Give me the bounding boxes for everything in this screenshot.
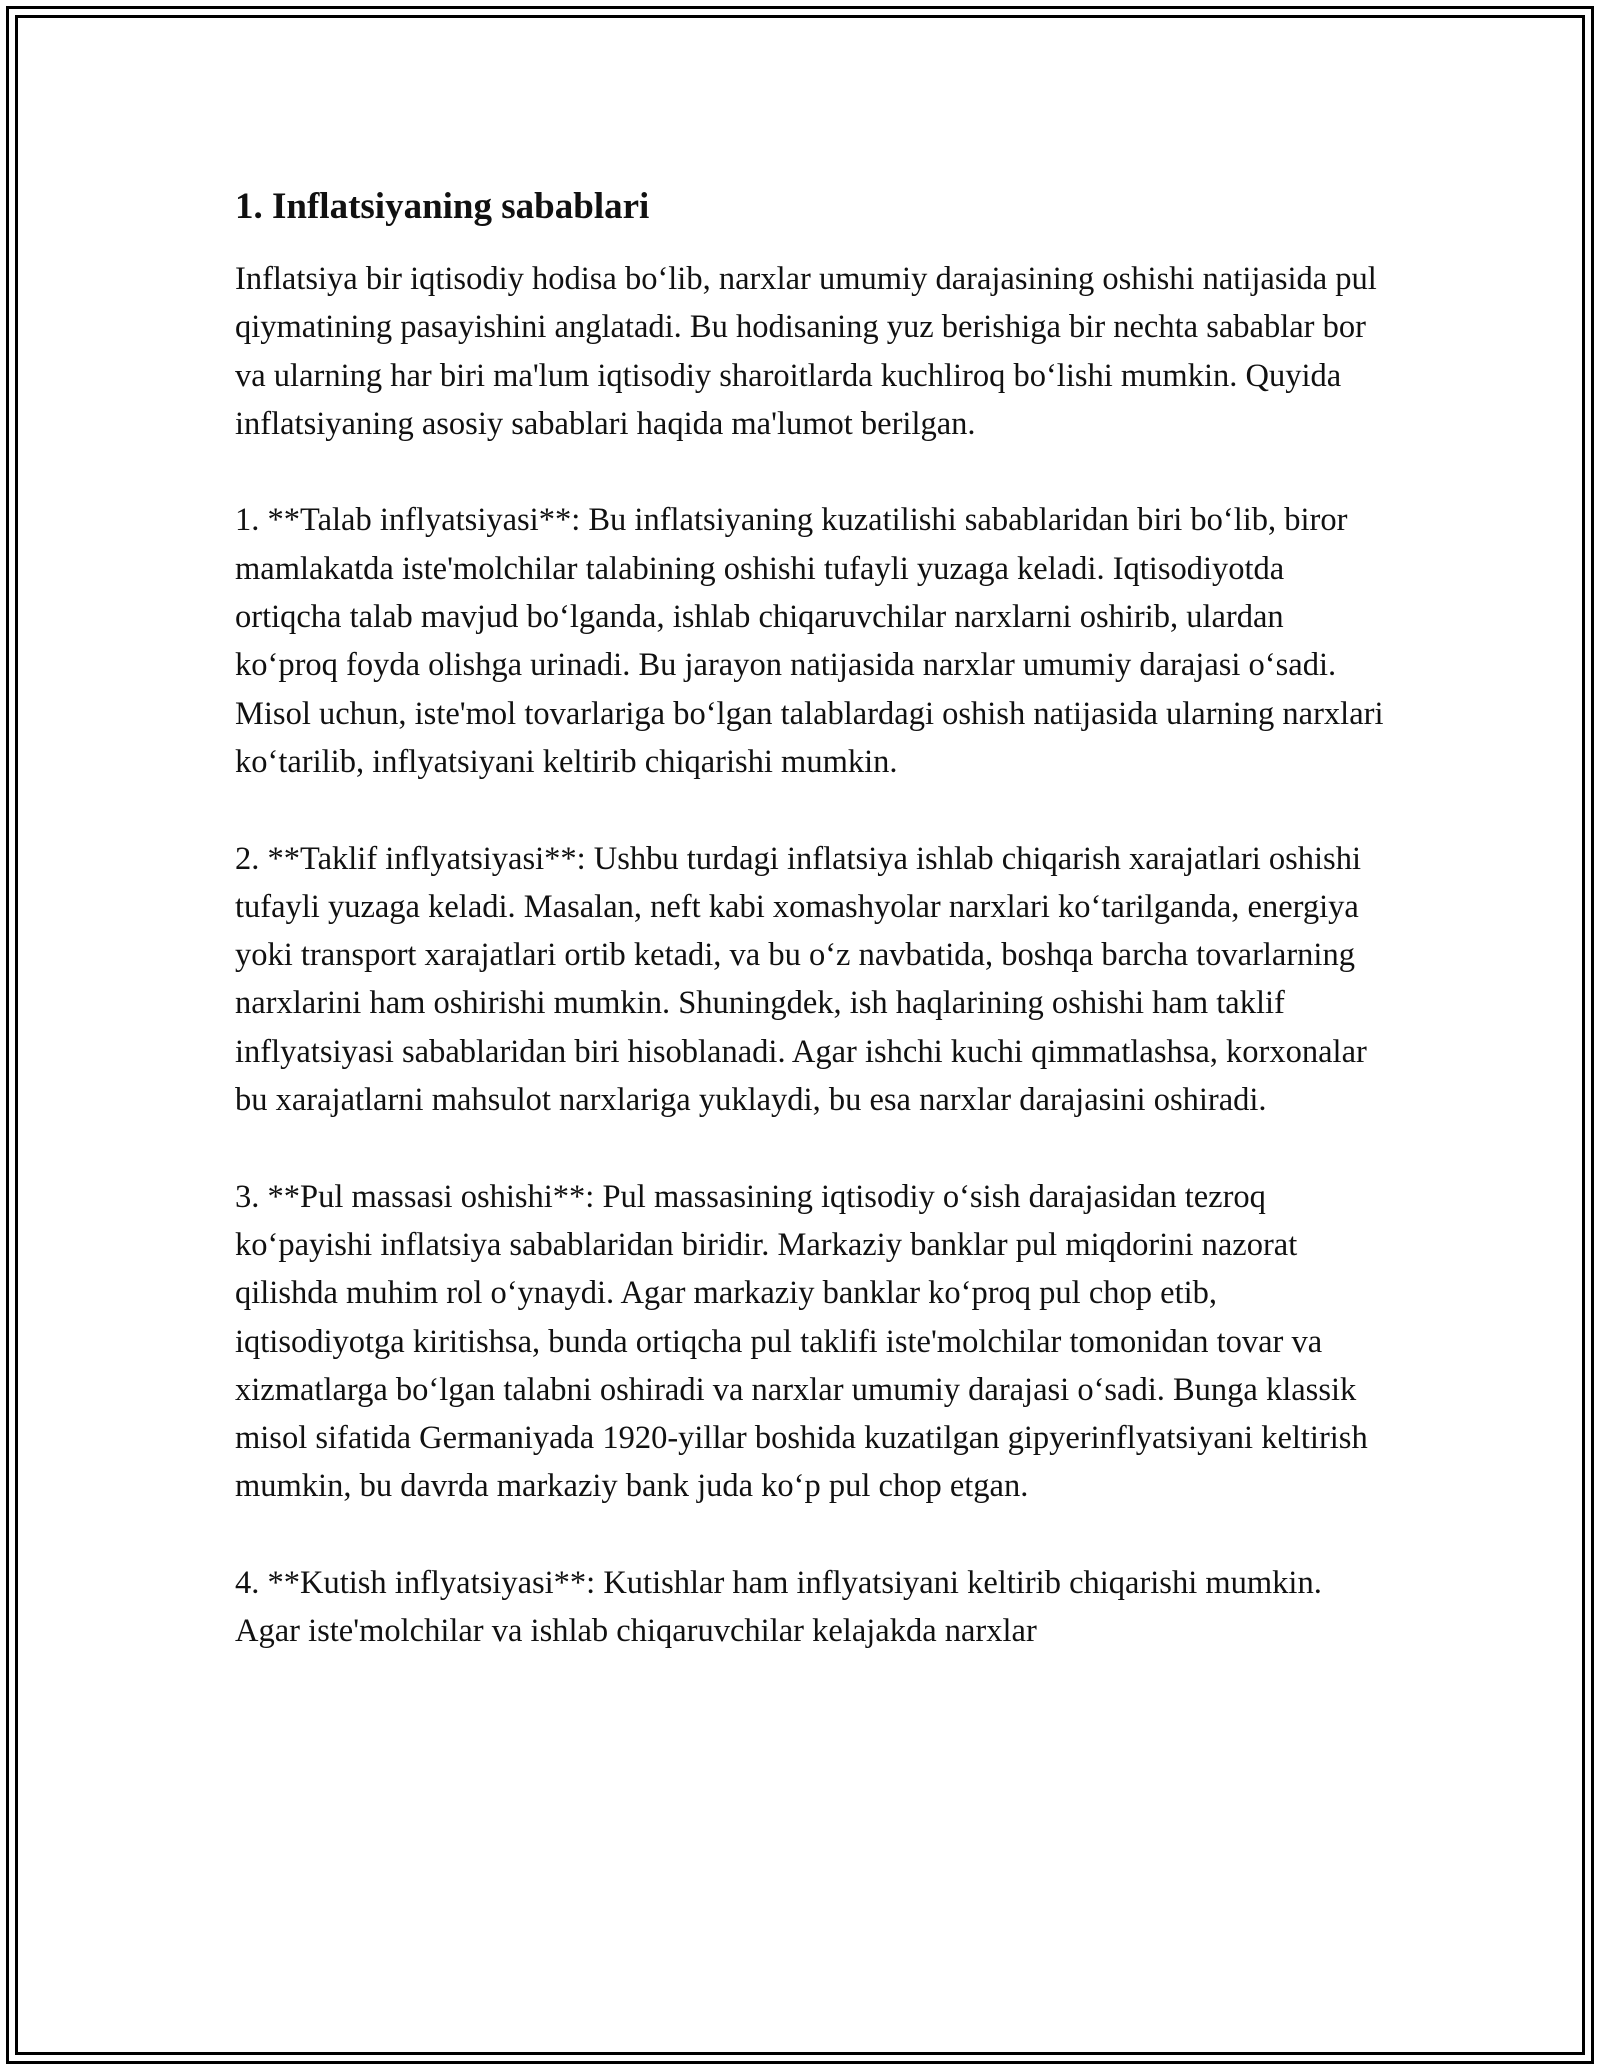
paragraph-talab-inflyatsiyasi: 1. **Talab inflyatsiyasi**: Bu inflatsiyaning kuzatilishi sabablaridan biri bo‘lib, biror mamlakatda iste'molchilar talabining oshishi tufayli yuzaga keladi. Iqtisodiyotda ortiqcha talab mavjud bo‘lganda, ishlab chiqaruvchilar narxlarni oshirib, ulardan ko‘proq foyda olishga urinadi. Bu jarayon natijasida narxlar umumiy darajasi o‘sadi. Misol uchun, iste'mol tovarlariga bo‘lgan talablardagi oshish natijasida ularning narxlari ko‘tarilib, inflyatsiyani keltirib chiqarishi mumkin. [235, 502, 1384, 780]
paragraph-pul-massasi-oshishi: 3. **Pul massasi oshishi**: Pul massasining iqtisodiy o‘sish darajasidan tezroq ko‘payishi inflatsiya sabablaridan biridir. Markaziy banklar pul miqdorini nazorat qilishda muhim rol o‘ynaydi. Agar markaziy banklar ko‘proq pul chop etib, iqtisodiyotga kiritishsa, bunda ortiqcha pul taklifi iste'molchilar tomonidan tovar va xizmatlarga bo‘lgan talabni oshiradi va narxlar umumiy darajasi o‘sadi. Bunga klassik misol sifatida Germaniyada 1920-yillar boshida kuzatilgan gipyerinflyatsiyani keltirish mumkin, bu davrda markaziy bank juda ko‘p pul chop etgan. [235, 1178, 1368, 1505]
document-body [235, 185, 1385, 1656]
paragraph-taklif-inflyatsiyasi: 2. **Taklif inflyatsiyasi**: Ushbu turdagi inflatsiya ishlab chiqarish xarajatlari oshishi tufayli yuzaga keladi. Masalan, neft kabi xomashyolar narxlari ko‘tarilganda, energiya yoki transport xarajatlari ortib ketadi, va bu o‘z navbatida, boshqa barcha tovarlarning narxlarini ham oshirishi mumkin. Shuningdek, ish haqlarining oshishi ham taklif inflyatsiyasi sabablaridan biri hisoblanadi. Agar ishchi kuchi qimmatlashsa, korxonalar bu xarajatlarni mahsulot narxlariga yuklaydi, bu esa narxlar darajasini oshiradi. [235, 840, 1367, 1119]
paragraph-kutish-inflyatsiyasi: 4. **Kutish inflyatsiyasi**: Kutishlar ham inflyatsiyani keltirib chiqarishi mumkin. Agar iste'molchilar va ishlab chiqaruvchilar kelajakda narxlar [235, 1565, 1322, 1650]
intro-paragraph: Inflatsiya bir iqtisodiy hodisa bo‘lib, narxlar umumiy darajasining oshishi natijasida pul qiymatining pasayishini anglatadi. Bu hodisaning yuz berishiga bir nechta sabablar bor va ularning har biri ma'lum iqtisodiy sharoitlarda kuchliroq bo‘lishi mumkin. Quyida inflatsiyaning asosiy sabablari haqida ma'lumot berilgan. [235, 261, 1377, 442]
document-title: 1. Inflatsiyaning sabablari [235, 186, 650, 227]
